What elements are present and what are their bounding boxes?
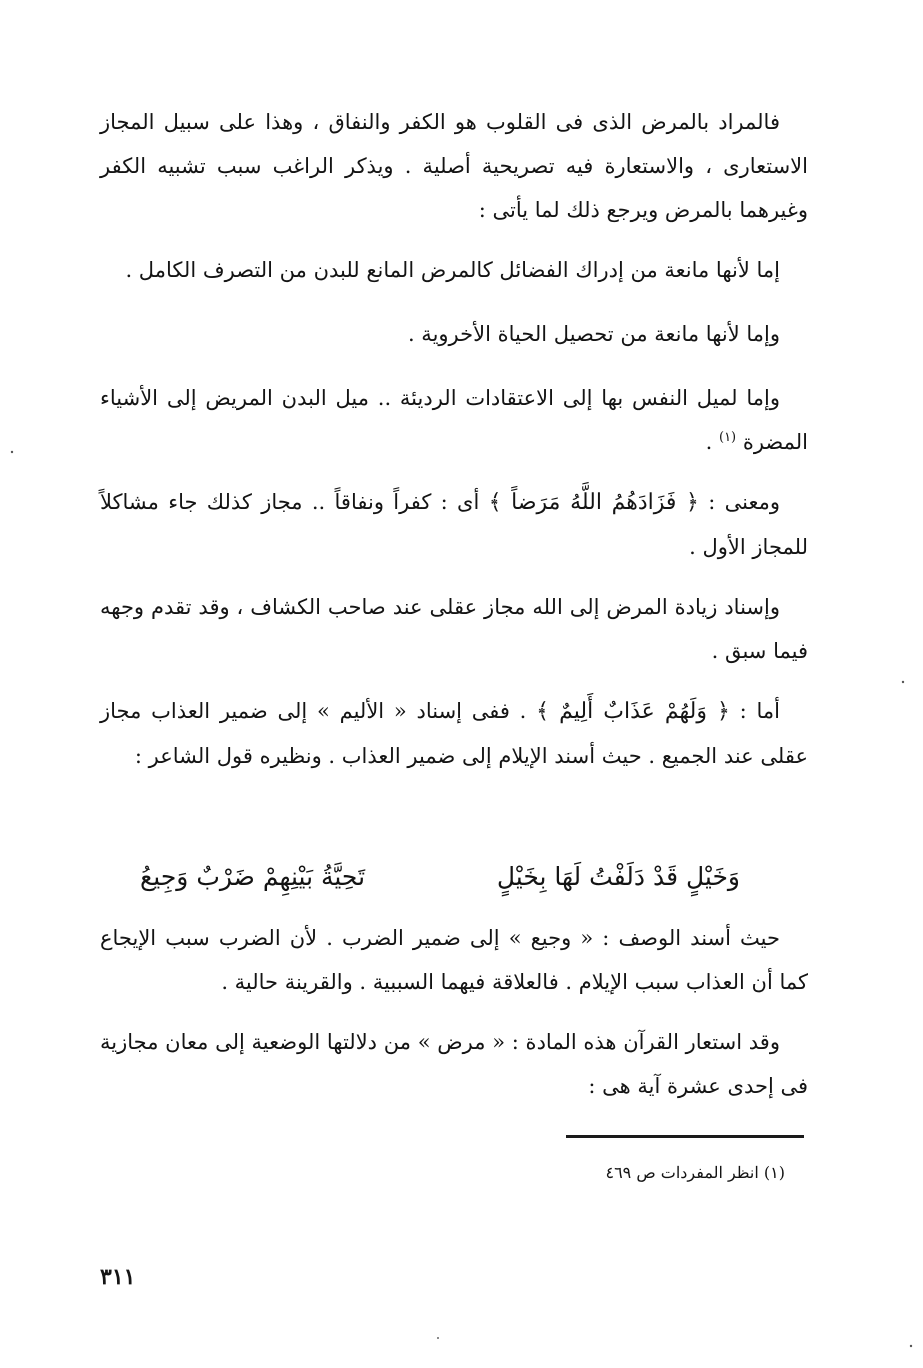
paragraph-6: وإسناد زيادة المرض إلى الله مجاز عقلى عند صاحب الكشاف ، وقد تقدم وجهه فيما سبق . [100,595,808,663]
footnote: (١) انظر المفردات ص ٤٦٩ [605,1163,785,1182]
paragraph-3: وإما لأنها مانعة من تحصيل الحياة الأخروية . [407,322,780,346]
verse-second-hemistich: تَحِيَّةُ بَيْنِهِمْ ضَرْبٌ وَجِيعُ [140,862,366,891]
paragraph-7-rest: . ففى إسناد « الأليم » إلى ضمير العذاب مجاز عقلى عند الجميع . حيث أسند الإيلام إلى ضمير العذاب . ونظيره قول الشاعر : [100,699,808,768]
paragraph-1: فالمراد بالمرض الذى فى القلوب هو الكفر والنفاق ، وهذا على سبيل المجاز الاستعارى ، والاستعارة فيه تصريحية أصلية . ويذكر الراغب سبب تشبيه الكفر وغيرهما بالمرض ويرجع ذلك لما يأتى : [100,110,808,222]
paragraph-8: حيث أسند الوصف : « وجيع » إلى ضمير الضرب . لأن الضرب سبب الإيجاع كما أن العذاب سبب الإيلام . فالعلاقة فيهما السببية . والقرينة حالية . [100,926,808,994]
scan-speck [11,451,13,453]
scan-speck [902,681,904,683]
paragraph-5-rest: أى : كفراً ونفاقاً .. مجاز كذلك جاء مشاكلاً للمجاز الأول . [100,490,808,559]
quran-quote-1: ﴿ فَزَادَهُمُ اللَّهُ مَرَضاً ﴾ [488,490,699,515]
footnote-reference: (١) [718,430,737,445]
paragraph-9: وقد استعار القرآن هذه المادة : « مرض » من دلالتها الوضعية إلى معان مجازية فى إحدى عشرة آية هى : [100,1030,808,1098]
verse-first-hemistich: وَخَيْلٍ قَدْ دَلَفْتُ لَهَا بِخَيْلٍ [496,862,740,891]
paragraph-5-lead: ومعنى : [698,490,780,514]
scan-speck [437,1337,439,1339]
paragraph-7-lead: أما : [729,699,780,723]
paragraph-4-end: . [705,430,719,454]
paragraph-4-text: وإما لميل النفس بها إلى الاعتقادات الرديئة .. ميل البدن المريض إلى الأشياء المضرة [100,386,808,454]
page-number: ٣١١ [100,1264,136,1290]
scan-speck [910,1345,912,1347]
quran-quote-2: ﴿ وَلَهُمْ عَذَابٌ أَلِيمٌ ﴾ [536,699,730,724]
paragraph-2: إما لأنها مانعة من إدراك الفضائل كالمرض المانع للبدن من التصرف الكامل . [125,258,780,282]
